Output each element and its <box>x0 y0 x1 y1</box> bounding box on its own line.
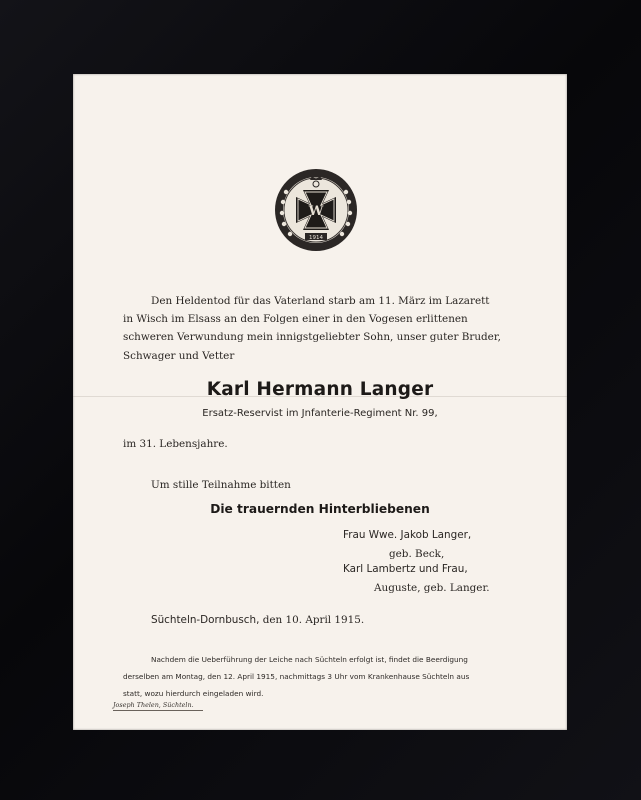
request-line: Um stille Teilnahme bitten <box>151 479 291 491</box>
svg-text:W: W <box>308 204 324 219</box>
date: den 10. April 1915. <box>262 614 365 626</box>
intro-text: Den Heldentod für das Vaterland starb am 11. März im Lazarett in Wisch im Elsass an den Folgen einer in den Vogesen erlittenen schweren Verwundung mein innigstgeliebter Sohn, unser guter Bruder, Schwager und Vetter <box>123 295 501 362</box>
mourners-heading: Die trauernden Hinterbliebenen <box>210 502 430 516</box>
place-date-line <box>151 614 364 626</box>
death-notice-sheet <box>73 74 567 730</box>
military-rank: Ersatz-Reservist im Jnfanterie-Regiment Nr. 99, <box>202 408 438 419</box>
signer-2: Karl Lambertz und Frau, <box>343 563 468 575</box>
signer-2-maiden-name: Auguste, geb. Langer. <box>374 582 490 594</box>
deceased-name: Karl Hermann Langer <box>206 379 434 400</box>
printer-underline <box>113 710 203 711</box>
signer-1-maiden-name: geb. Beck, <box>389 548 445 560</box>
place: Süchteln-Dornbusch, <box>151 614 260 626</box>
iron-cross-emblem <box>274 168 358 252</box>
age-line: im 31. Lebensjahre. <box>123 438 228 450</box>
svg-text:1914: 1914 <box>309 235 323 241</box>
signer-1: Frau Wwe. Jakob Langer, <box>343 529 472 541</box>
printer-imprint: Joseph Thelen, Süchteln. <box>113 701 194 709</box>
funeral-note: Nachdem die Ueberführung der Leiche nach Süchteln erfolgt ist, findet die Beerdigung derselben am Montag, den 12. April 1915, nachmittags 3 Uhr vom Krankenhause Süchteln aus statt, wozu hierdurch eingeladen wird. <box>123 655 470 698</box>
